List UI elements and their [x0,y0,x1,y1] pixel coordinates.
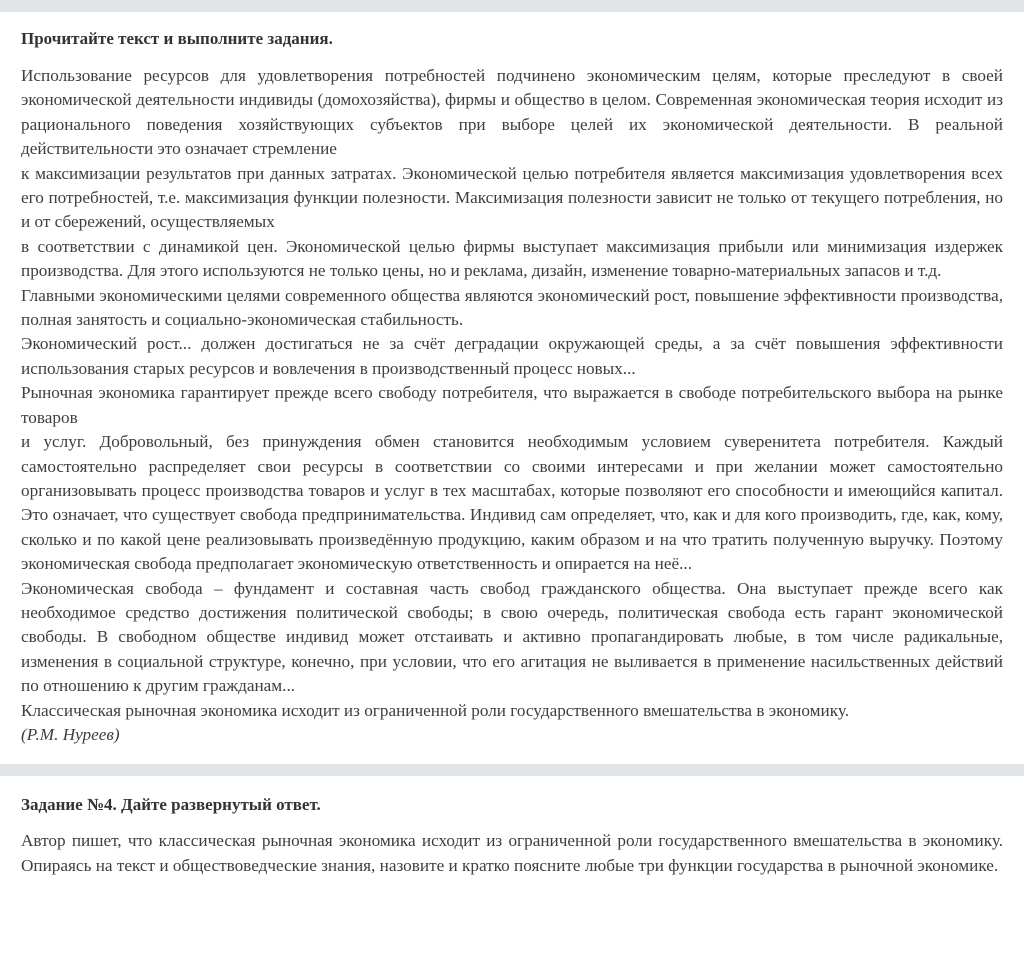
reading-section [0,29,1024,747]
reading-paragraph: Главными экономическими целями современного общества являются экономический рост, повышение эффективности производства, полная занятость и социально-экономическая стабильность. [21,285,1003,330]
reading-paragraph: к максимизации результатов при данных затратах. Экономической целью потребителя является максимизация удовлетворения всех его потребностей, т.е. максимизация функции полезности. Максимизация полезности зависит не только от текущего потребления, но и от сбережений, осуществляемых [21,163,1003,232]
task-heading: Задание №4. Дайте развернутый ответ. [21,795,321,815]
task-section [0,795,1024,878]
reading-paragraph: и услуг. Добровольный, без принуждения обмен становится необходимым условием суверенитета потребителя. Каждый самостоятельно распределяет свои ресурсы в соответствии со своими интересами и при желании может самостоятельно организовывать процесс производства товаров и услуг в тех масштабах, которые позволяют его способности и имеющийся капитал. Это означает, что существует свобода предпринимательства. Индивид сам определяет, что, как и для кого производить, где, как, кому, сколько и по какой цене реализовывать произведённую продукцию, каким образом и на что тратить полученную выручку. Поэтому экономическая свобода предполагает экономическую ответственность и опирается на неё... [21,432,1003,574]
reading-paragraph: Экономический рост... должен достигаться не за счёт деградации окружающей среды, а за счёт повышения эффективности использования старых ресурсов и вовлечения в производственный процесс новых... [21,334,1003,378]
reading-paragraph: Классическая рыночная экономика исходит из ограниченной роли государственного вмешательства в экономику. [21,700,849,720]
section-divider [0,764,1024,776]
reading-instruction-heading: Прочитайте текст и выполните задания. [21,29,333,48]
author-attribution: (Р.М. Нуреев) [21,724,120,744]
reading-paragraph: в соответствии с динамикой цен. Экономической целью фирмы выступает максимизация прибыли или минимизация издержек производства. Для этого используются не только цены, но и реклама, дизайн, изменение товарно-материальных запасов и т.д. [21,236,1003,281]
reading-paragraph: Экономическая свобода – фундамент и составная часть свобод гражданского общества. Она выступает прежде всего как необходимое средство достижения политической свободы; в свою очередь, политическая свобода есть гарант экономической свободы. В свободном обществе индивид может отстаивать и активно пропагандировать любые, в том числе радикальные, изменения в социальной структуре, конечно, при условии, что его агитация не выливается в применение насильственных действий по отношению к другим гражданам... [21,578,1003,696]
reading-paragraph: Рыночная экономика гарантирует прежде всего свободу потребителя, что выражается в свободе потребительского выбора на рынке товаров [21,383,1003,427]
task-body-text: Автор пишет, что классическая рыночная экономика исходит из ограниченной роли государственного вмешательства в экономику. Опираясь на текст и обществоведческие знания, назовите и кратко поясните любые три функции государства в рыночной экономике. [21,831,1003,875]
top-bar [0,0,1024,12]
reading-text-block [21,64,1003,747]
reading-paragraph: Использование ресурсов для удовлетворения потребностей подчинено экономическим целям, которые преследуют в своей экономической деятельности индивиды (домохозяйства), фирмы и общество в целом. Современная экономическая теория исходит из рационального поведения хозяйствующих субъектов при выборе целей их экономической деятельности. В реальной действительности это означает стремление [21,66,1003,159]
